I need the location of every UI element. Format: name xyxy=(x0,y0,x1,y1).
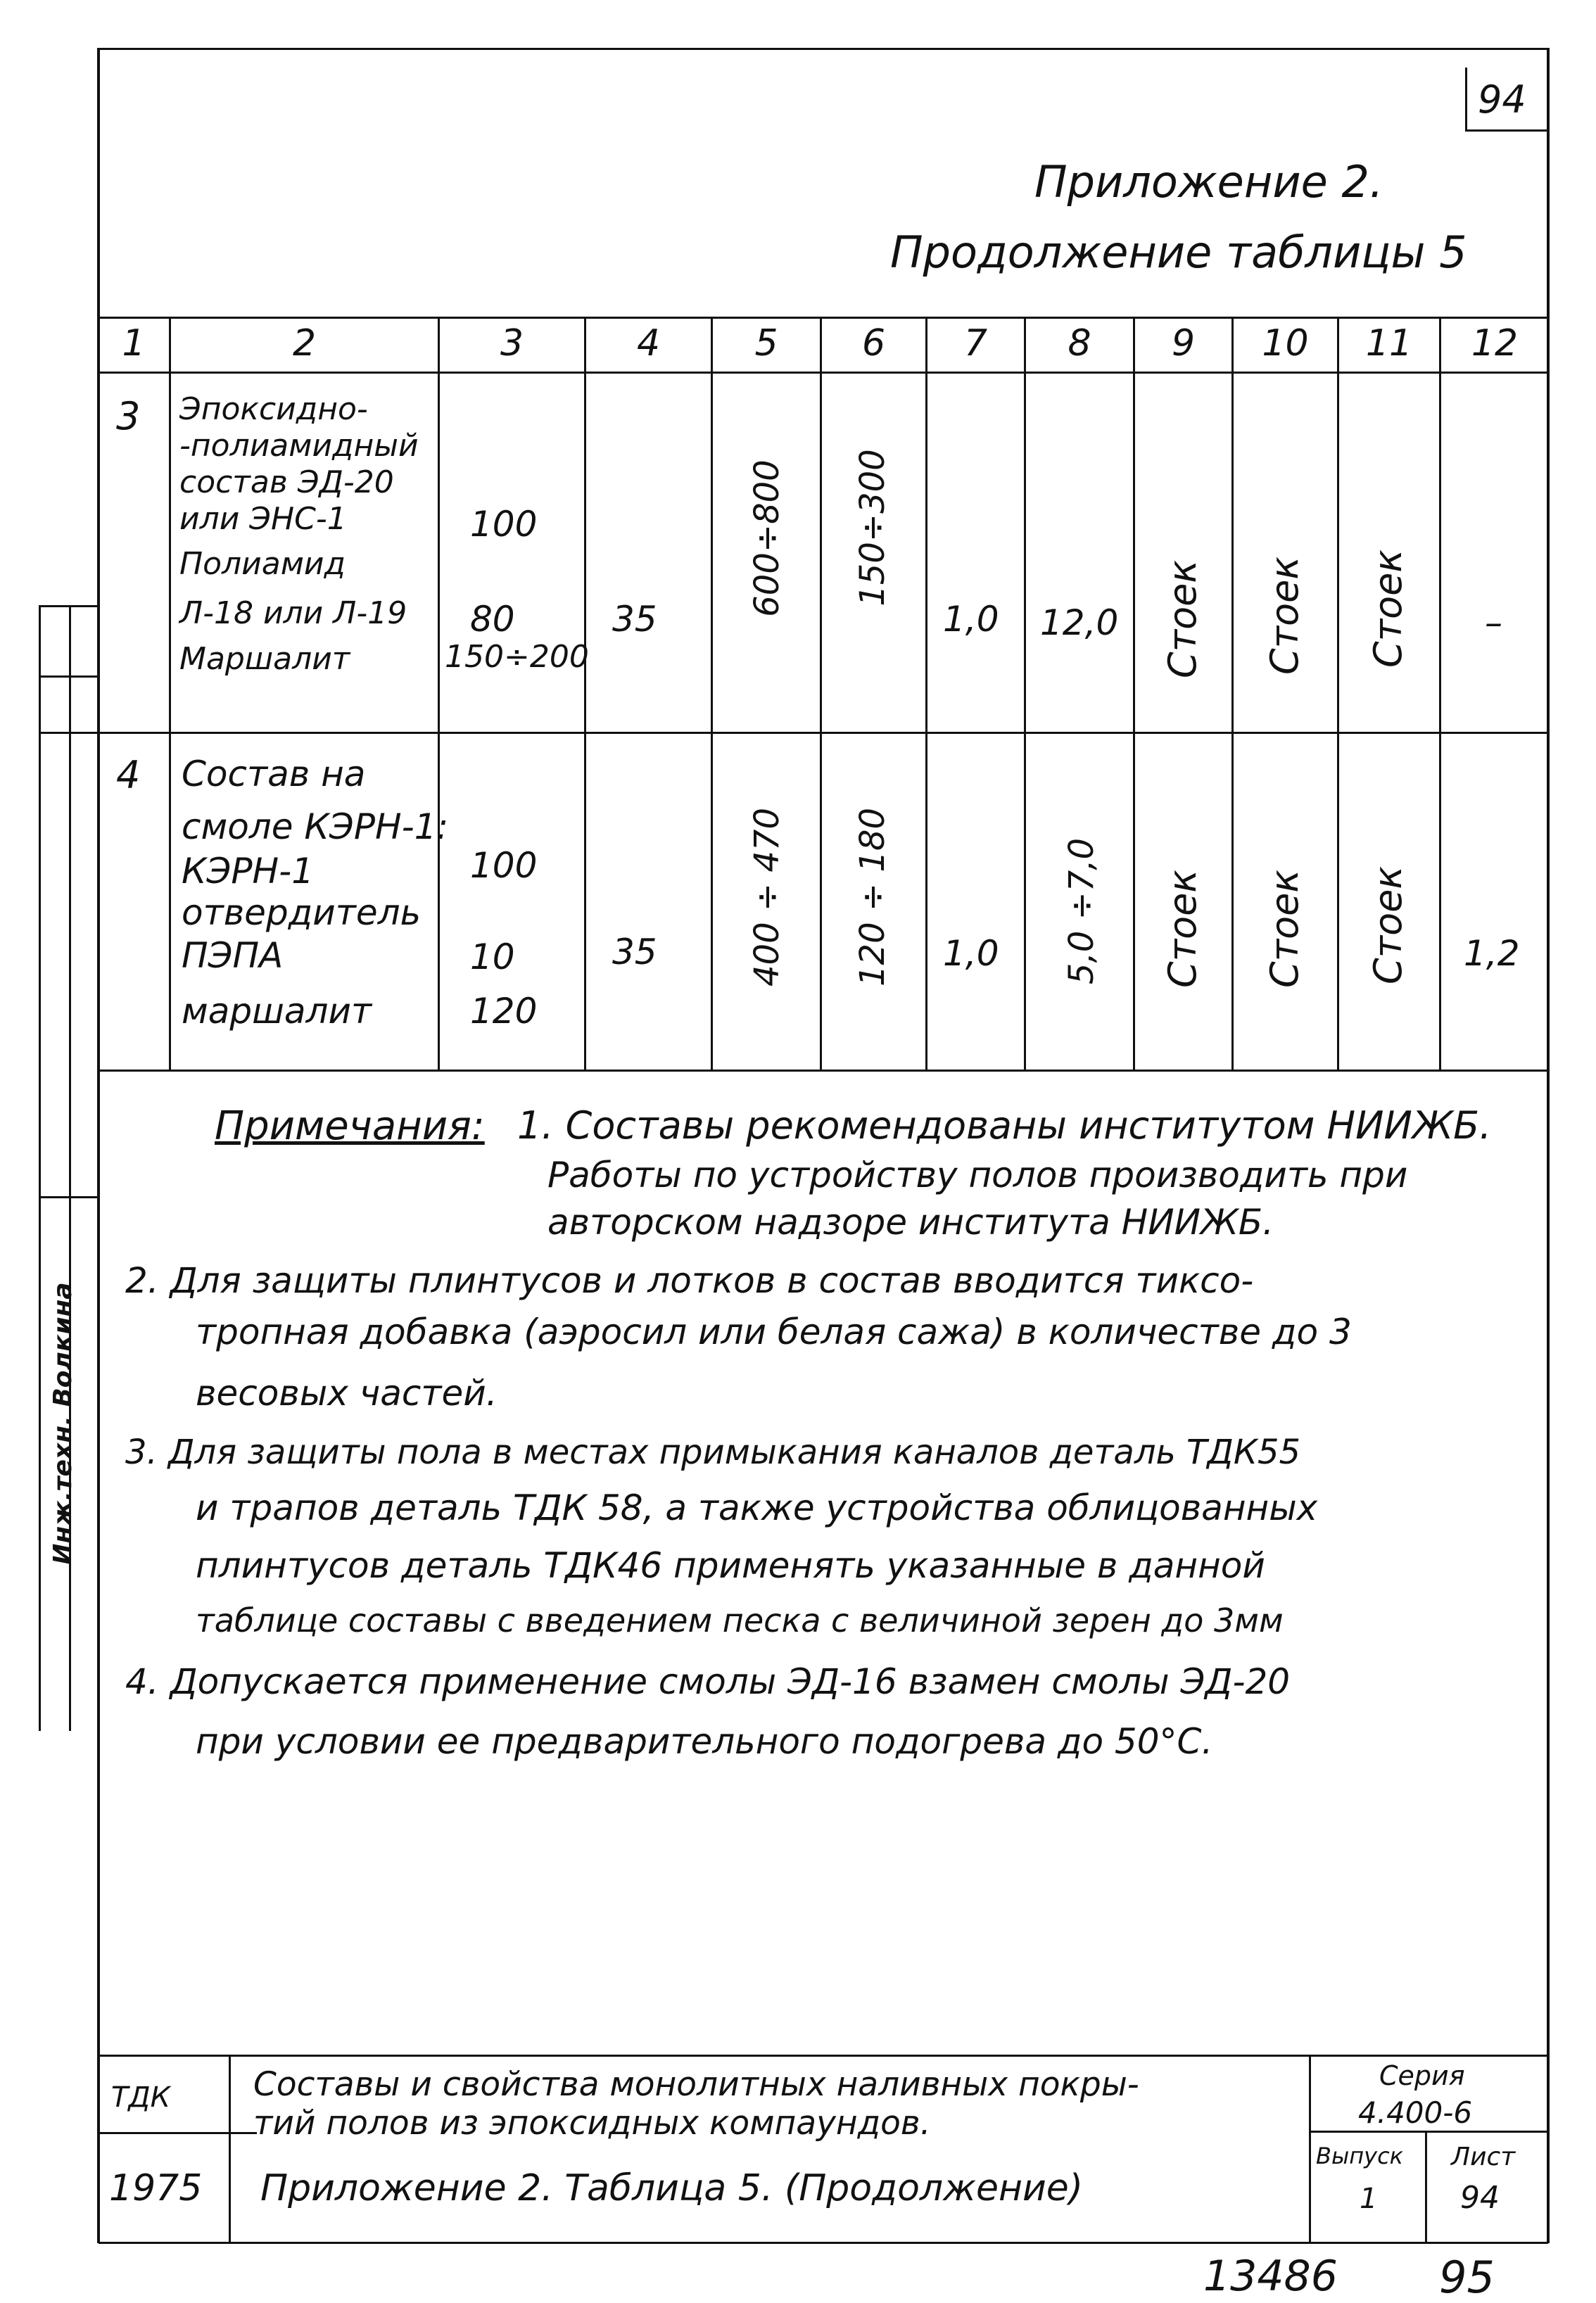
note-line: Работы по устройству полов производить при xyxy=(547,1155,1408,1195)
table-continuation-title: Продолжение таблицы 5 xyxy=(890,227,1467,278)
col-divider xyxy=(1337,317,1339,1071)
col-divider xyxy=(1439,317,1441,1071)
frame-right xyxy=(1547,48,1550,2243)
col7-value: 1,0 xyxy=(943,599,999,640)
col-header-9: 9 xyxy=(1171,322,1196,364)
parts-value: 10 xyxy=(470,937,515,977)
col-header-2: 2 xyxy=(292,322,317,364)
col12-value: – xyxy=(1485,602,1502,643)
note-line: таблице составы с введением песка с величиной зерен до 3мм xyxy=(196,1601,1284,1639)
note-line: авторском надзоре института НИИЖБ. xyxy=(547,1202,1274,1243)
composition-line: или ЭНС-1 xyxy=(179,501,347,537)
table-header-line xyxy=(99,372,1548,374)
title-block-mid xyxy=(1309,2131,1548,2133)
parts-value: 100 xyxy=(470,845,538,886)
side-strip-tick xyxy=(39,1196,99,1198)
parts-value: 120 xyxy=(470,991,538,1032)
title-line-3: Приложение 2. Таблица 5. (Продолжение) xyxy=(260,2167,1084,2209)
issue-label: Выпуск xyxy=(1316,2143,1403,2169)
composition-line: Л-18 или Л-19 xyxy=(179,595,407,631)
table-bottom-line xyxy=(99,1070,1548,1072)
col4-value: 35 xyxy=(612,932,657,972)
col4-value: 35 xyxy=(612,599,657,640)
title-code: ТДК xyxy=(111,2081,171,2114)
side-strip-tick xyxy=(39,732,99,734)
page-number-box: 94 xyxy=(1478,77,1526,122)
note-line: плинтусов деталь ТДК46 применять указанные в данной xyxy=(196,1545,1265,1586)
frame-top xyxy=(99,48,1548,50)
side-strip-tick xyxy=(39,605,99,607)
sheet-value: 94 xyxy=(1460,2180,1500,2216)
col7-value: 1,0 xyxy=(943,933,999,974)
composition-line: Маршалит xyxy=(179,641,350,677)
composition-line: отвердитель xyxy=(182,892,422,933)
composition-line: Состав на xyxy=(182,754,366,794)
row-number: 4 xyxy=(116,753,141,797)
col12-value: 1,2 xyxy=(1464,933,1520,974)
composition-line: Полиамид xyxy=(179,546,346,582)
note-line: тропная добавка (аэросил или белая сажа) в количестве до 3 xyxy=(196,1312,1352,1352)
page-box-bottom xyxy=(1465,129,1548,132)
issue-value: 1 xyxy=(1360,2183,1378,2215)
col-header-5: 5 xyxy=(754,322,778,364)
col-divider xyxy=(1133,317,1135,1071)
note-line: 1. Составы рекомендованы институтом НИИЖБ. xyxy=(517,1103,1492,1148)
col11-value: Стоек xyxy=(1366,865,1410,985)
note-line: 2. Для защиты плинтусов и лотков в состав вводится тиксо- xyxy=(125,1260,1254,1301)
table-top-line xyxy=(99,317,1548,319)
series-label: Серия xyxy=(1379,2060,1465,2091)
page-box-left xyxy=(1465,68,1467,131)
col-divider xyxy=(1024,317,1026,1071)
col6-value: 120 ÷ 180 xyxy=(853,808,892,986)
composition-line: КЭРН-1 xyxy=(182,851,315,892)
col9-value: Стоек xyxy=(1160,869,1205,989)
composition-line: Эпоксидно- xyxy=(179,391,368,427)
footer-page-number: 95 xyxy=(1439,2252,1495,2303)
col-divider xyxy=(438,317,440,1071)
series-value: 4.400-6 xyxy=(1358,2095,1473,2130)
col10-value: Стоек xyxy=(1262,869,1307,989)
side-strip-line xyxy=(39,605,41,1731)
note-line: 3. Для защиты пола в местах примыкания каналов деталь ТДК55 xyxy=(125,1433,1301,1472)
col-divider xyxy=(1231,317,1234,1071)
title-line-1: Составы и свойства монолитных наливных покры- xyxy=(253,2065,1139,2104)
col-header-11: 11 xyxy=(1365,322,1413,364)
title-year: 1975 xyxy=(109,2167,203,2209)
composition-line: состав ЭД-20 xyxy=(179,464,394,500)
col-header-6: 6 xyxy=(861,322,886,364)
title-block-mid xyxy=(99,2132,257,2134)
frame-left xyxy=(97,48,100,2243)
frame-bottom xyxy=(99,2242,1548,2244)
col-header-4: 4 xyxy=(636,322,661,364)
col-divider xyxy=(711,317,713,1071)
col-divider xyxy=(820,317,822,1071)
col-divider xyxy=(584,317,586,1071)
note-line: весовых частей. xyxy=(196,1373,498,1414)
composition-line: ПЭПА xyxy=(182,935,284,976)
title-block-divider xyxy=(1309,2055,1311,2243)
inventory-number: 13486 xyxy=(1203,2252,1338,2301)
col-divider xyxy=(925,317,927,1071)
title-block-divider xyxy=(229,2055,231,2243)
col8-value: 12,0 xyxy=(1040,602,1119,643)
col5-value: 400 ÷ 470 xyxy=(747,808,787,986)
col5-value: 600÷800 xyxy=(747,459,787,617)
composition-line: смоле КЭРН-1: xyxy=(182,806,449,847)
col-header-10: 10 xyxy=(1262,322,1309,364)
col6-value: 150÷300 xyxy=(853,449,892,607)
col-header-1: 1 xyxy=(122,322,146,364)
col11-value: Стоек xyxy=(1366,549,1410,668)
col-header-12: 12 xyxy=(1471,322,1519,364)
notes-title: Примечания: xyxy=(215,1103,485,1149)
col-divider xyxy=(169,317,171,1071)
row-number: 3 xyxy=(116,394,141,438)
note-line: при условии ее предварительного подогрева до 50°С. xyxy=(196,1721,1213,1762)
parts-value: 150÷200 xyxy=(445,639,589,675)
sheet-label: Лист xyxy=(1451,2143,1516,2171)
title-block-divider xyxy=(1425,2131,1427,2243)
table-row-line xyxy=(99,732,1548,734)
note-line: 4. Допускается применение смолы ЭД-16 взамен смолы ЭД-20 xyxy=(125,1661,1291,1702)
col9-value: Стоек xyxy=(1160,559,1205,679)
col-header-8: 8 xyxy=(1068,322,1091,364)
col-header-3: 3 xyxy=(500,322,524,364)
appendix-title: Приложение 2. xyxy=(1034,156,1383,208)
col-header-7: 7 xyxy=(963,322,988,364)
parts-value: 100 xyxy=(470,504,538,545)
title-block-top xyxy=(99,2055,1548,2057)
side-stamp: Инж.техн. Волкина xyxy=(49,1282,77,1565)
parts-value: 80 xyxy=(470,599,515,640)
col8-value: 5,0 ÷7,0 xyxy=(1062,837,1101,985)
note-line: и трапов деталь ТДК 58, а также устройства облицованных xyxy=(196,1487,1318,1528)
col10-value: Стоек xyxy=(1262,556,1307,675)
composition-line: -полиамидный xyxy=(179,428,419,464)
composition-line: маршалит xyxy=(182,991,372,1032)
title-line-2: тий полов из эпоксидных компаундов. xyxy=(253,2104,931,2143)
side-strip-tick xyxy=(39,675,99,678)
